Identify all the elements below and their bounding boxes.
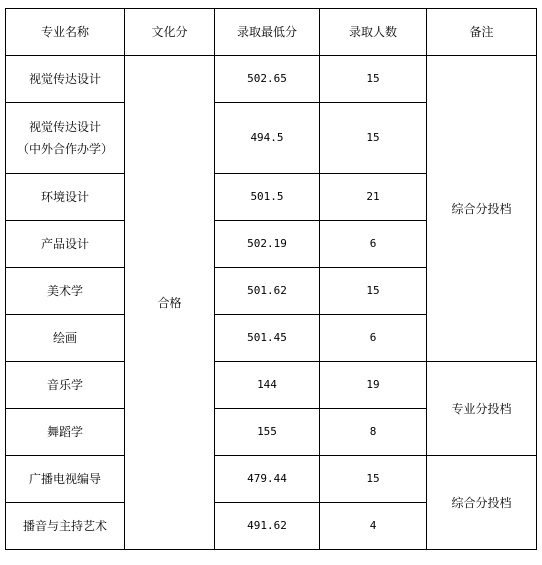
min-score-cell: 501.5: [215, 174, 320, 221]
major-cell: 产品设计: [6, 221, 125, 268]
admit-count-cell: 15: [320, 103, 427, 174]
min-score-cell: 479.44: [215, 456, 320, 503]
admission-table: [5, 8, 537, 550]
major-cell: 广播电视编导: [6, 456, 125, 503]
table-header-row: [6, 9, 537, 56]
min-score-cell: 501.62: [215, 268, 320, 315]
admit-count-cell: 6: [320, 315, 427, 362]
major-cell: 环境设计: [6, 174, 125, 221]
min-score-cell: 155: [215, 409, 320, 456]
header-admit-count: 录取人数: [320, 9, 427, 56]
admit-count-cell: 15: [320, 268, 427, 315]
header-culture-score: 文化分: [125, 9, 215, 56]
table-row: [6, 456, 537, 503]
major-cell: 播音与主持艺术: [6, 503, 125, 550]
major-subtitle: （中外合作办学）: [16, 142, 113, 156]
major-cell: 视觉传达设计: [6, 56, 125, 103]
min-score-cell: 501.45: [215, 315, 320, 362]
major-name: 视觉传达设计: [28, 120, 101, 134]
note-cell: 综合分投档: [427, 456, 537, 550]
min-score-cell: 491.62: [215, 503, 320, 550]
note-cell: 综合分投档: [427, 56, 537, 362]
admit-count-cell: 6: [320, 221, 427, 268]
header-major: 专业名称: [6, 9, 125, 56]
major-cell: 绘画: [6, 315, 125, 362]
note-cell: 专业分投档: [427, 362, 537, 456]
admit-count-cell: 4: [320, 503, 427, 550]
min-score-cell: 502.65: [215, 56, 320, 103]
table-row: [6, 362, 537, 409]
min-score-cell: 502.19: [215, 221, 320, 268]
admit-count-cell: 19: [320, 362, 427, 409]
header-min-score: 录取最低分: [215, 9, 320, 56]
min-score-cell: 144: [215, 362, 320, 409]
header-note: 备注: [427, 9, 537, 56]
min-score-cell: 494.5: [215, 103, 320, 174]
admit-count-cell: 21: [320, 174, 427, 221]
major-cell: 美术学: [6, 268, 125, 315]
admit-count-cell: 15: [320, 56, 427, 103]
major-cell: [6, 103, 125, 174]
culture-score-cell: 合格: [125, 56, 215, 550]
admit-count-cell: 15: [320, 456, 427, 503]
admit-count-cell: 8: [320, 409, 427, 456]
major-cell: 音乐学: [6, 362, 125, 409]
major-cell: 舞蹈学: [6, 409, 125, 456]
table-row: [6, 56, 537, 103]
